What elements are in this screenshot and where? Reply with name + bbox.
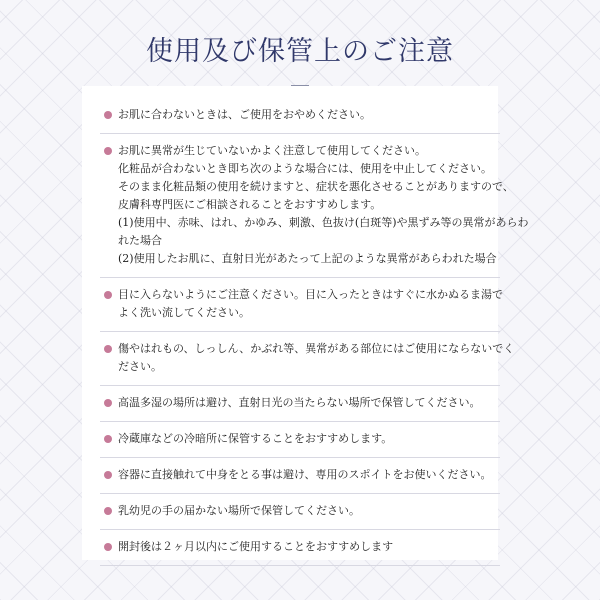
bullet-dot-icon [104,435,112,443]
precaution-text-line: 冷蔵庫などの冷暗所に保管することをおすすめします。 [118,432,393,445]
precaution-text-line: 開封後は２ヶ月以内にご使用することをおすすめします [118,540,394,553]
precaution-text-line: そのまま化粧品類の使用を続けますと、症状を悪化させることがありますので、 [118,180,514,193]
bullet-dot-icon [104,471,112,479]
bullet-dot-icon [104,111,112,119]
precaution-item [100,386,500,422]
precaution-text-line: 目に入らないようにご注意ください。目に入ったときはすぐに水かぬるま湯で [118,288,503,301]
bullet-dot-icon [104,507,112,515]
bullet-dot-icon [104,147,112,155]
precaution-item [100,494,500,530]
precaution-item [100,134,529,278]
precaution-text-line: (2)使用したお肌に、直射日光があたって上記のような異常があらわれた場合 [118,252,497,265]
precaution-text-line: 高温多湿の場所は避け、直射日光の当たらない場所で保管してください。 [118,396,481,409]
bullet-dot-icon [104,345,112,353]
precaution-item [100,530,500,566]
bullet-dot-icon [104,543,112,551]
precaution-item [100,98,500,134]
title-divider [291,85,309,86]
precaution-text-line: 化粧品が合わないとき即ち次のような場合には、使用を中止してください。 [118,162,492,175]
precaution-text-line: よく洗い流してください。 [118,306,250,319]
precaution-text-line: 傷やはれもの、しっしん、かぶれ等、異常がある部位にはご使用にならないでく [118,342,515,355]
precaution-text-line: 皮膚科専門医にご相談されることをおすすめします。 [118,198,382,211]
bullet-dot-icon [104,291,112,299]
precaution-text-line: お肌に合わないときは、ご使用をおやめください。 [118,108,371,121]
precaution-text-line: 乳幼児の手の届かない場所で保管してください。 [118,504,360,517]
precaution-text-line: れた場合 [118,234,162,247]
bullet-dot-icon [104,399,112,407]
precautions-list [100,98,529,566]
precaution-item [100,422,500,458]
precaution-item [100,278,503,332]
precaution-text-line: 容器に直接触れて中身をとる事は避け、専用のスポイトをお使いください。 [118,468,492,481]
precaution-text-line: ださい。 [118,360,162,373]
precaution-text-line: お肌に異常が生じていないかよく注意して使用してください。 [118,144,426,157]
precaution-item [100,332,515,386]
page-title: 使用及び保管上のご注意 [146,36,454,67]
precaution-text-line: (1)使用中、赤味、はれ、かゆみ、刺激、色抜け(白斑等)や黒ずみ等の異常があらわ [118,216,529,229]
precaution-item [100,458,500,494]
